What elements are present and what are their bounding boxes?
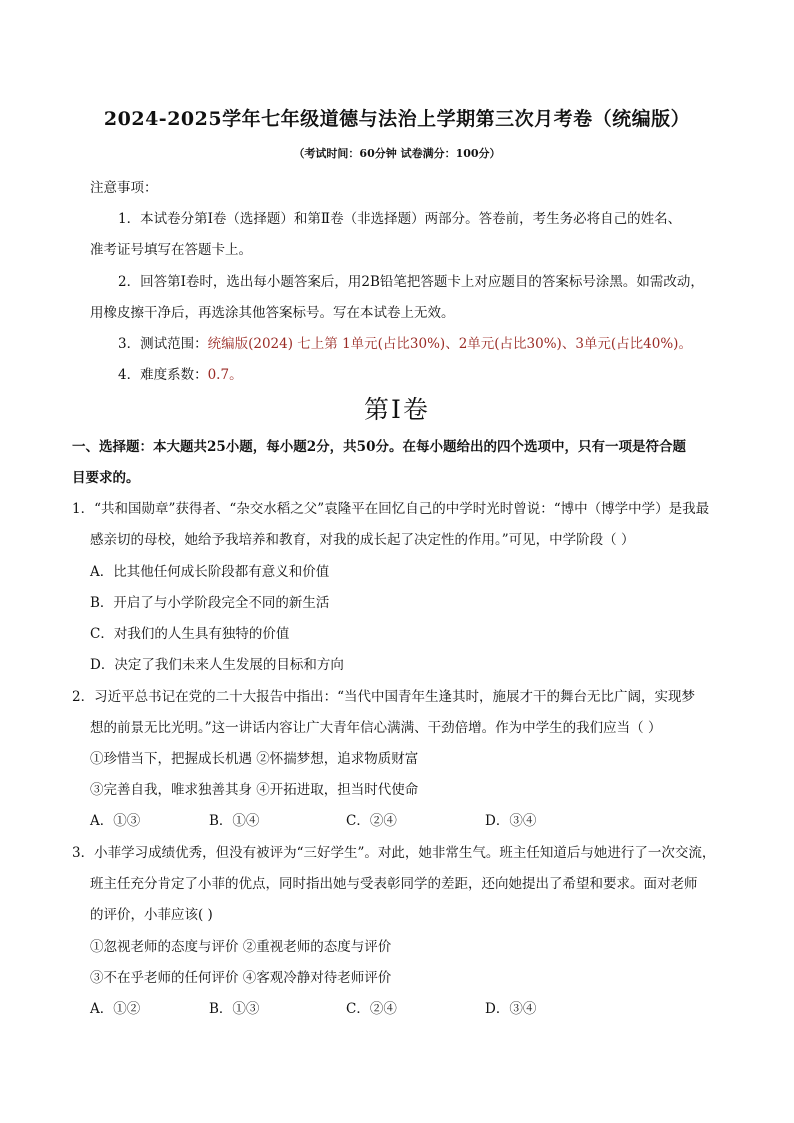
question-2-line-1: 2．习近平总书记在党的二十大报告中指出：“当代中国青年生逢其时，施展才干的舞台无比广阔，实现梦 — [72, 689, 695, 705]
notice-item-4 — [118, 363, 243, 383]
notice-item-3 — [118, 332, 692, 352]
notice-item-1-line-1: 1．本试卷分第Ⅰ卷（选择题）和第Ⅱ卷（非选择题）两部分。答卷前，考生务必将自己的姓名、 — [118, 211, 682, 227]
question-2-choice-d: D．③④ — [485, 813, 537, 829]
question-1-option-c: C．对我们的人生具有独特的价值 — [90, 626, 290, 642]
question-2-line-2: 想的前景无比光明。”这一讲话内容让广大青年信心满满、干劲倍增。作为中学生的我们应当（ ） — [90, 720, 662, 736]
question-1-line-2: 感亲切的母校，她给予我培养和教育，对我的成长起了决定性的作用。”可见，中学阶段（ ） — [90, 532, 635, 548]
question-3-line-3: 的评价，小菲应该( ) — [90, 907, 213, 923]
notice-item-2-line-2: 用橡皮擦干净后，再选涂其他答案标号。写在本试卷上无效。 — [90, 305, 455, 321]
question-3-statements-line-1: ①忽视老师的态度与评价 ②重视老师的态度与评价 — [90, 939, 392, 955]
section-instructions-line-2: 目要求的。 — [72, 470, 140, 486]
section-instructions-line-1: 一、选择题：本大题共25小题，每小题2分，共50分。在每小题给出的四个选项中，只有一项是符合题 — [72, 439, 686, 455]
question-2-choice-c: C．②④ — [346, 813, 397, 829]
section-title: 第Ⅰ卷 — [364, 395, 430, 424]
notice-item-4-value: 0.7。 — [207, 367, 243, 383]
question-3-statements-line-2: ③不在乎老师的任何评价 ④客观冷静对待老师评价 — [90, 970, 392, 986]
question-1-line-1: 1．“共和国勋章”获得者、“杂交水稻之父”袁隆平在回忆自己的中学时光时曾说：“博中（博学中学）是我最 — [72, 501, 710, 517]
question-3-line-2: 班主任充分肯定了小菲的优点，同时指出她与受表彰同学的差距，还向她提出了希望和要求。面对老师 — [90, 876, 698, 892]
notice-item-3-label: 3．测试范围： — [118, 336, 208, 352]
question-2-choice-a: A．①③ — [90, 813, 141, 829]
question-2-statements-line-1: ①珍惜当下，把握成长机遇 ②怀揣梦想，追求物质财富 — [90, 751, 419, 767]
question-2-choice-b: B．①④ — [209, 813, 260, 829]
notice-item-2-line-1: 2．回答第Ⅰ卷时，选出每小题答案后，用2B铅笔把答题卡上对应题目的答案标号涂黑。如需改动， — [118, 274, 704, 290]
question-3-line-1: 3．小菲学习成绩优秀，但没有被评为“三好学生”。对此，她非常生气。班主任知道后与她进行了一次交流， — [72, 845, 716, 861]
page-title: 2024-2025学年七年级道德与法治上学期第三次月考卷（统编版） — [103, 108, 691, 130]
notice-item-3-value: 统编版(2024) 七上第 1单元(占比30%)、2单元(占比30%)、3单元(占比40%)。 — [207, 336, 692, 352]
question-1-option-d: D．决定了我们未来人生发展的目标和方向 — [90, 657, 344, 673]
question-3-choice-b: B．①③ — [209, 1001, 260, 1017]
notice-item-1-line-2: 准考证号填写在答题卡上。 — [90, 242, 252, 258]
question-3-choice-a: A．①② — [90, 1001, 141, 1017]
notice-heading: 注意事项： — [90, 180, 158, 196]
question-3-choice-d: D．③④ — [485, 1001, 537, 1017]
question-2-statements-line-2: ③完善自我，唯求独善其身 ④开拓进取，担当时代使命 — [90, 782, 419, 798]
notice-item-4-label: 4．难度系数： — [118, 367, 208, 383]
question-1-option-b: B．开启了与小学阶段完全不同的新生活 — [90, 595, 330, 611]
question-3-choice-c: C．②④ — [346, 1001, 397, 1017]
exam-info: （考试时间：60分钟 试卷满分：100分） — [293, 147, 501, 160]
question-1-option-a: A．比其他任何成长阶段都有意义和价值 — [90, 564, 330, 580]
